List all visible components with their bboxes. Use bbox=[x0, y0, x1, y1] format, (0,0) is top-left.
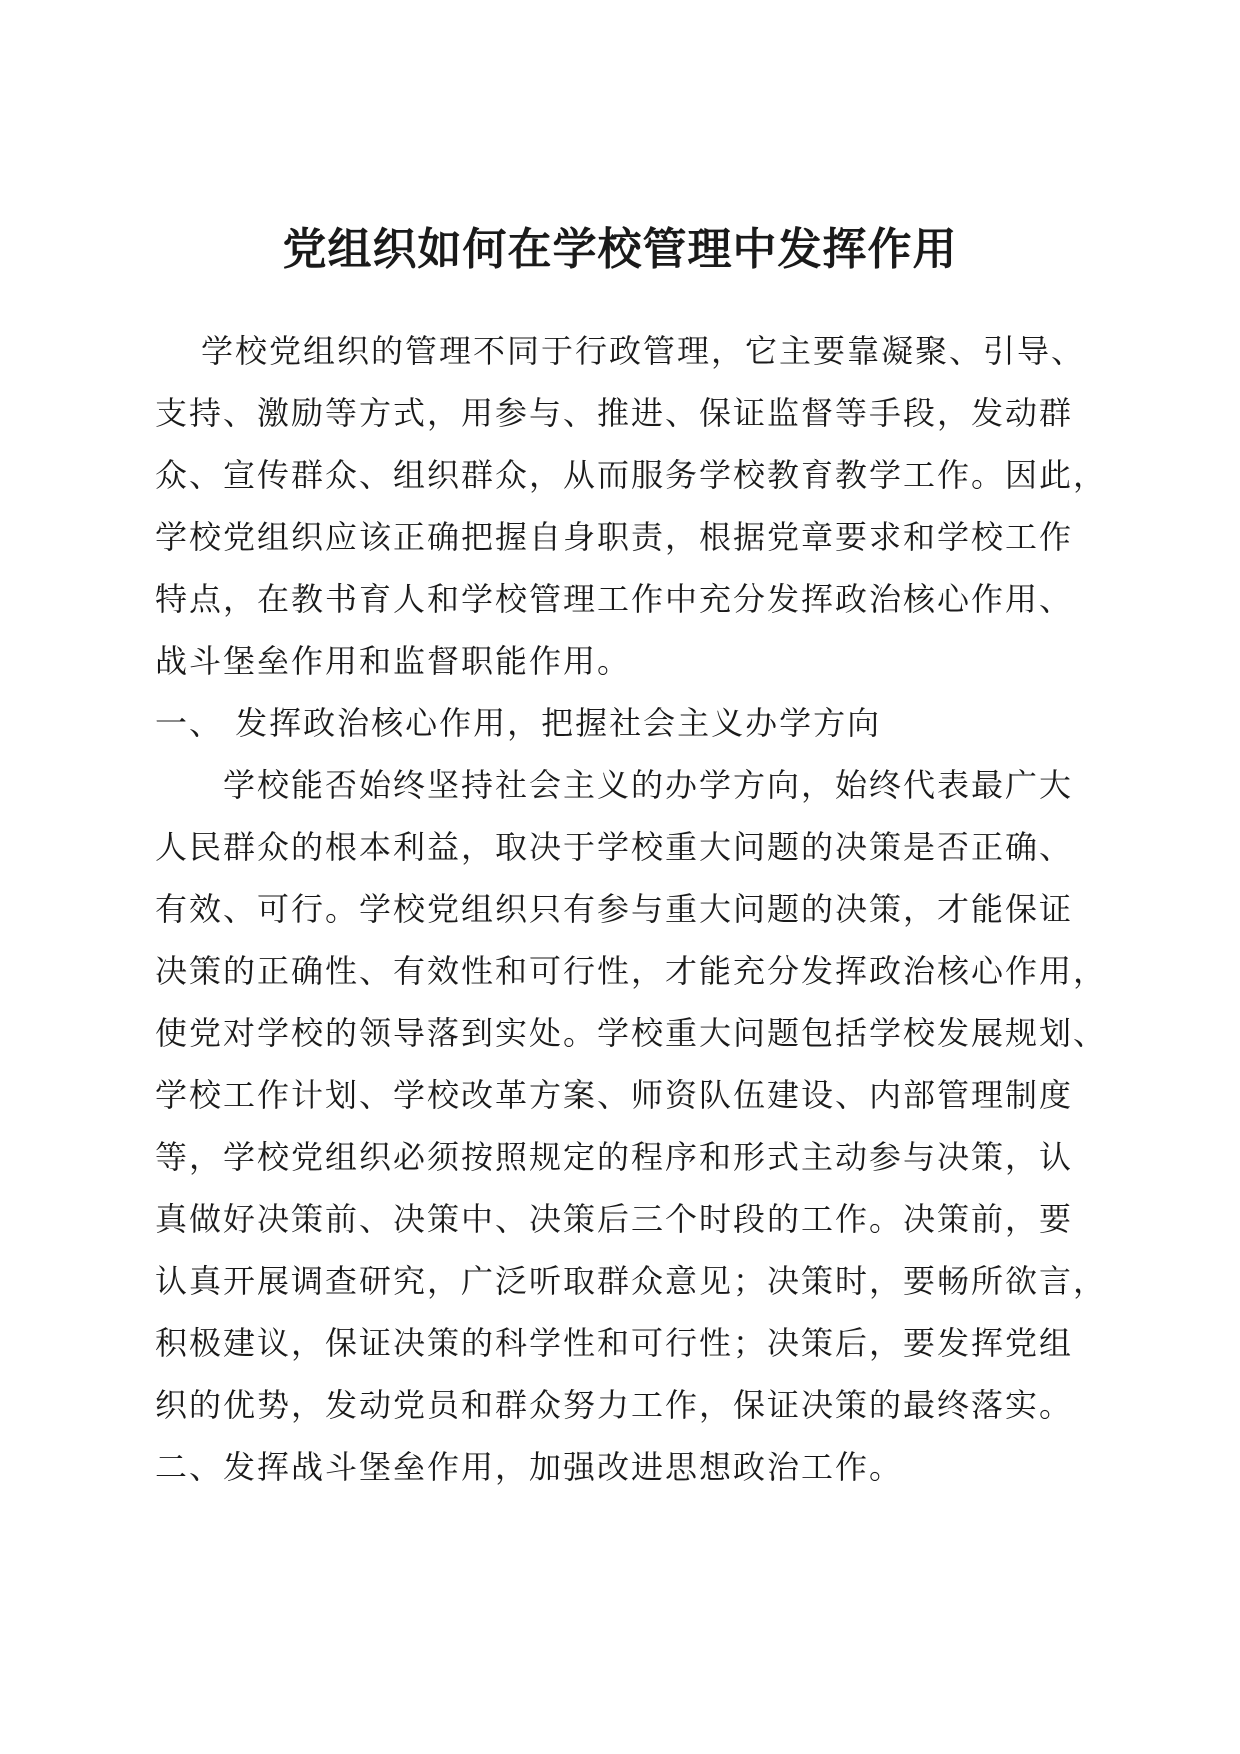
paragraph-line: 人民群众的根本利益，取决于学校重大问题的决策是否正确、 bbox=[155, 828, 1074, 866]
paragraph-line: 支持、激励等方式，用参与、推进、保证监督等手段，发动群 bbox=[155, 394, 1074, 432]
section-heading-1: 一、 发挥政治核心作用，把握社会主义办学方向 bbox=[155, 704, 882, 742]
paragraph-line: 使党对学校的领导落到实处。学校重大问题包括学校发展规划、 bbox=[155, 1014, 1108, 1052]
paragraph-line: 有效、可行。学校党组织只有参与重大问题的决策，才能保证 bbox=[155, 890, 1074, 928]
paragraph-line: 众、宣传群众、组织群众，从而服务学校教育教学工作。因此， bbox=[155, 456, 1108, 494]
paragraph-line: 特点，在教书育人和学校管理工作中充分发挥政治核心作用、 bbox=[155, 580, 1074, 618]
paragraph-line: 织的优势，发动党员和群众努力工作，保证决策的最终落实。 bbox=[155, 1386, 1074, 1424]
paragraph-line: 决策的正确性、有效性和可行性，才能充分发挥政治核心作用， bbox=[155, 952, 1108, 990]
paragraph-line: 积极建议，保证决策的科学性和可行性；决策后，要发挥党组 bbox=[155, 1324, 1074, 1362]
section-heading-2: 二、发挥战斗堡垒作用，加强改进思想政治工作。 bbox=[155, 1448, 904, 1486]
paragraph-line: 认真开展调查研究，广泛听取群众意见；决策时，要畅所欲言， bbox=[155, 1262, 1108, 1300]
paragraph-line: 学校党组织应该正确把握自身职责，根据党章要求和学校工作 bbox=[155, 518, 1074, 556]
paragraph-line: 学校能否始终坚持社会主义的办学方向，始终代表最广大 bbox=[223, 766, 1074, 804]
paragraph-line: 学校工作计划、学校改革方案、师资队伍建设、内部管理制度 bbox=[155, 1076, 1074, 1114]
paragraph-line: 学校党组织的管理不同于行政管理，它主要靠凝聚、引导、 bbox=[201, 332, 1086, 370]
paragraph-line: 战斗堡垒作用和监督职能作用。 bbox=[155, 642, 632, 680]
paragraph-line: 真做好决策前、决策中、决策后三个时段的工作。决策前，要 bbox=[155, 1200, 1074, 1238]
document-title: 党组织如何在学校管理中发挥作用 bbox=[282, 224, 958, 275]
paragraph-line: 等，学校党组织必须按照规定的程序和形式主动参与决策，认 bbox=[155, 1138, 1074, 1176]
document-body bbox=[155, 320, 1108, 1498]
